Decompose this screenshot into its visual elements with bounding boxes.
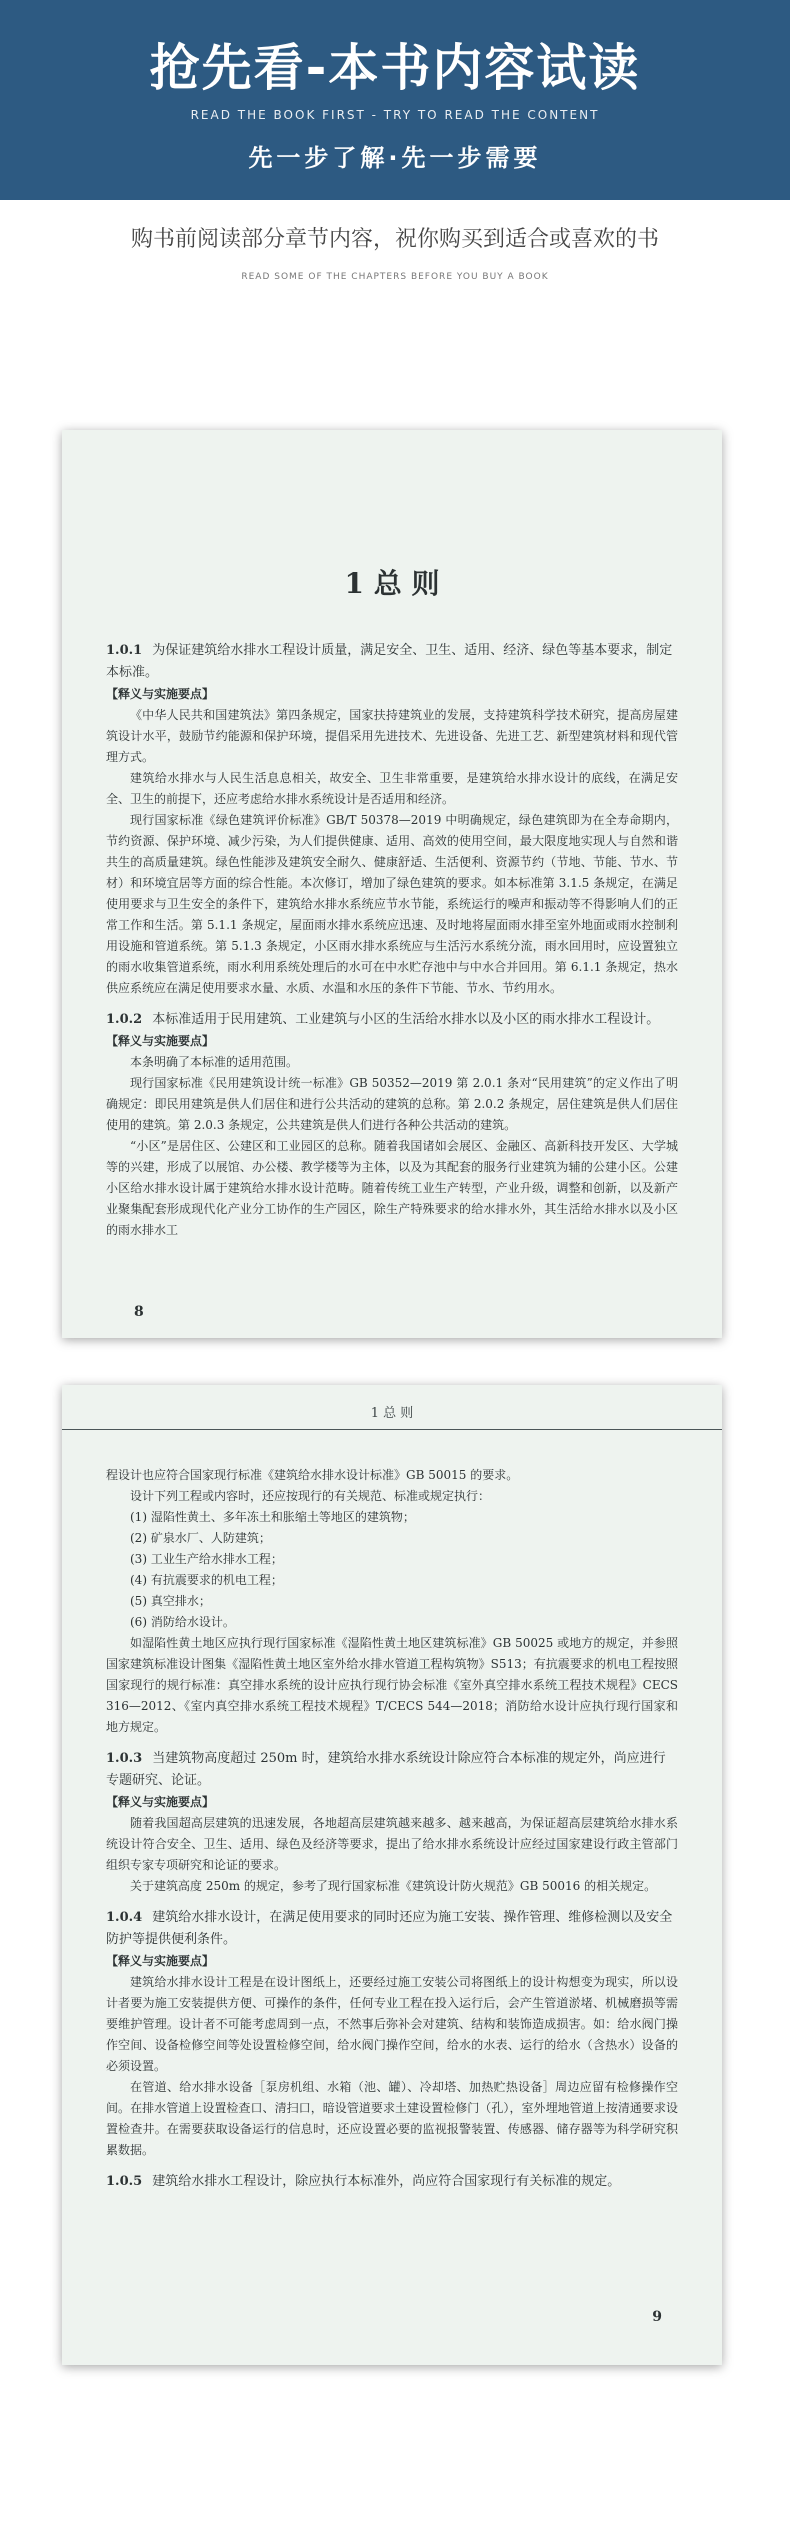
book-page-8	[62, 430, 722, 1338]
list-item: (5) 真空排水；	[130, 1594, 211, 1608]
clause-text: 为保证建筑给水排水工程设计质量，满足安全、卫生、适用、经济、绿色等基本要求，制定本标准。	[106, 643, 673, 680]
paragraph: 程设计也应符合国家现行标准《建筑给水排水设计标准》GB 50015 的要求。	[106, 1468, 519, 1482]
page-number: 8	[134, 1304, 144, 1320]
interpretation-tag: 【释义与实施要点】	[106, 687, 215, 701]
clause-1-0-5	[106, 2171, 678, 2193]
paragraph: 建筑给水排水与人民生活息息相关，故安全、卫生非常重要，是建筑给水排水设计的底线，在满足安全、卫生的前提下，还应考虑给水排水系统设计是否适用和经济。	[106, 771, 678, 806]
clause-text: 建筑给水排水设计，在满足使用要求的同时还应为施工安装、操作管理、维修检测以及安全防护等提供便利条件。	[106, 1910, 673, 1947]
interpretation-tag: 【释义与实施要点】	[106, 1795, 215, 1809]
paragraph: 随着我国超高层建筑的迅速发展，各地超高层建筑越来越多、越来越高，为保证超高层建筑给水排水系统设计符合安全、卫生、适用、绿色及经济等要求，提出了给水排水系统设计应经过国家建设行政主管部门组织专家专项研究和论证的要求。	[106, 1816, 678, 1872]
top-banner	[0, 0, 790, 200]
banner-subtitle-en: READ THE BOOK FIRST - TRY TO READ THE CONTENT	[190, 108, 600, 122]
paragraph: 在管道、给水排水设备［泵房机组、水箱（池、罐）、冷却塔、加热贮热设备］周边应留有检修操作空间。在排水管道上设置检查口、清扫口，暗设管道要求土建设置检修门（孔），室外埋地管道上按清通要求设置检查井。在需要获取设备运行的信息时，还应设置必要的监视报警装置、传感器、储存器等为科学研究积累数据。	[106, 2080, 678, 2157]
intro-text: 购书前阅读部分章节内容，祝你购买到适合或喜欢的书	[130, 227, 659, 252]
paragraph: 现行国家标准《绿色建筑评价标准》GB/T 50378—2019 中明确规定，绿色建筑即为在全寿命期内，节约资源、保护环境、减少污染，为人们提供健康、适用、高效的使用空间，最大限度地实现人与自然和谐共生的高质量建筑。绿色性能涉及建筑安全耐久、健康舒适、生活便利、资源节约（节地、节能、节水、节材）和环境宜居等方面的综合性能。本次修订，增加了绿色建筑的要求。如本标准第 3.1.5 条规定，在满足使用要求与卫生安全的条件下，建筑给水排水系统应节水节能，系统运行的噪声和振动等不得影响人们的正常工作和生活。第 5.1.1 条规定，屋面雨水排水系统应迅速、及时地将屋面雨水排至室外地面或雨水控制利用设施和管道系统。第 5.1.3 条规定，小区雨水排水系统应与生活污水系统分流，雨水回用时，应设置独立的雨水收集管道系统，雨水利用系统处理后的水可在中水贮存池中与中水合并回用。第 6.1.1 条规定，热水供应系统应在满足使用要求水量、水质、水温和水压的条件下节能、节水、节约用水。	[106, 813, 678, 995]
clause-text: 建筑给水排水工程设计，除应执行本标准外，尚应符合国家现行有关标准的规定。	[152, 2174, 621, 2189]
intro-text-en: READ SOME OF THE CHAPTERS BEFORE YOU BUY A BOOK	[241, 272, 549, 282]
clause-text: 当建筑物高度超过 250m 时，建筑给水排水系统设计除应符合本标准的规定外，尚应进行专题研究、论证。	[106, 1751, 666, 1788]
clause-number: 1.0.2	[106, 1012, 143, 1027]
clause-text: 本标准适用于民用建筑、工业建筑与小区的生活给水排水以及小区的雨水排水工程设计。	[152, 1012, 660, 1027]
interpretation-tag: 【释义与实施要点】	[106, 1954, 215, 1968]
paragraph: 《中华人民共和国建筑法》第四条规定，国家扶持建筑业的发展，支持建筑科学技术研究，提高房屋建筑设计水平，鼓励节约能源和保护环境，提倡采用先进技术、先进设备、先进工艺、新型建筑材料和现代管理方式。	[106, 708, 678, 764]
book-page-9	[62, 1385, 722, 2365]
paragraph: 设计下列工程或内容时，还应按现行的有关规范、标准或规定执行：	[130, 1489, 491, 1503]
page-content	[106, 630, 678, 1241]
list-item: (3) 工业生产给水排水工程；	[130, 1552, 283, 1566]
banner-title: 抢先看-本书内容试读	[149, 39, 641, 97]
list-item: (4) 有抗震要求的机电工程；	[130, 1573, 283, 1587]
running-head: 1 总 则	[62, 1399, 722, 1430]
clause-1-0-4	[106, 1907, 678, 1951]
paragraph: 如湿陷性黄土地区应执行现行国家标准《湿陷性黄土地区建筑标准》GB 50025 或地方的规定，并参照国家建筑标准设计图集《湿陷性黄土地区室外给水排水管道工程构筑物》S513；有抗震要求的机电工程按照国家现行的规行标准：真空排水系统的设计应执行现行协会标准《室外真空排水系统工程技术规程》CECS 316—2012、《室内真空排水系统工程技术规程》T/CECS 544—2018；消防给水设计应执行现行国家和地方规定。	[106, 1636, 678, 1734]
clause-number: 1.0.5	[106, 2174, 143, 2189]
list-item: (2) 矿泉水厂、人防建筑；	[130, 1531, 271, 1545]
clause-number: 1.0.3	[106, 1751, 143, 1766]
chapter-title: 1 总 则	[344, 567, 440, 600]
paragraph: 本条明确了本标准的适用范围。	[130, 1055, 299, 1069]
list-item: (6) 消防给水设计。	[130, 1615, 235, 1629]
clause-number: 1.0.4	[106, 1910, 143, 1925]
paragraph: 现行国家标准《民用建筑设计统一标准》GB 50352—2019 第 2.0.1 条对“民用建筑”的定义作出了明确规定：即民用建筑是供人们居住和进行公共活动的建筑的总称。第 2.0.2 条规定，居住建筑是供人们居住使用的建筑。第 2.0.3 条规定，公共建筑是供人们进行各种公共活动的建筑。	[106, 1076, 678, 1132]
paragraph: “小区”是居住区、公建区和工业园区的总称。随着我国诸如会展区、金融区、高新科技开发区、大学城等的兴建，形成了以展馆、办公楼、教学楼等为主体，以及为其配套的服务行业建筑为辅的公建小区。公建小区给水排水设计属于建筑给水排水设计范畴。随着传统工业生产转型，产业升级，调整和创新，以及新产业聚集配套形成现代化产业分工协作的生产园区，除生产特殊要求的给水排水外，其生活给水排水以及小区的雨水排水工	[106, 1139, 678, 1237]
clause-1-0-1	[106, 640, 678, 684]
paragraph: 关于建筑高度 250m 的规定，参考了现行国家标准《建筑设计防火规范》GB 50016 的相关规定。	[130, 1879, 657, 1893]
clause-1-0-3	[106, 1748, 678, 1792]
clause-1-0-2	[106, 1009, 678, 1031]
page-content	[106, 1465, 678, 2193]
clause-number: 1.0.1	[106, 643, 143, 658]
interpretation-tag: 【释义与实施要点】	[106, 1034, 215, 1048]
list-item: (1) 湿陷性黄土、多年冻土和胀缩土等地区的建筑物；	[130, 1510, 415, 1524]
paragraph: 建筑给水排水设计工程是在设计图纸上，还要经过施工安装公司将图纸上的设计构想变为现实，所以设计者要为施工安装提供方便、可操作的条件，任何专业工程在投入运行后，会产生管道淤堵、机械磨损等需要维护管理。设计者不可能考虑周到一点，不然事后弥补会对建筑、结构和装饰造成损害。如：给水阀门操作空间、设备检修空间等处设置检修空间，给水阀门操作空间，给水的水表、运行的给水（含热水）设备的必须设置。	[106, 1975, 678, 2073]
page-number: 9	[652, 2309, 662, 2325]
banner-slogan: 先一步了解·先一步需要	[248, 144, 542, 172]
